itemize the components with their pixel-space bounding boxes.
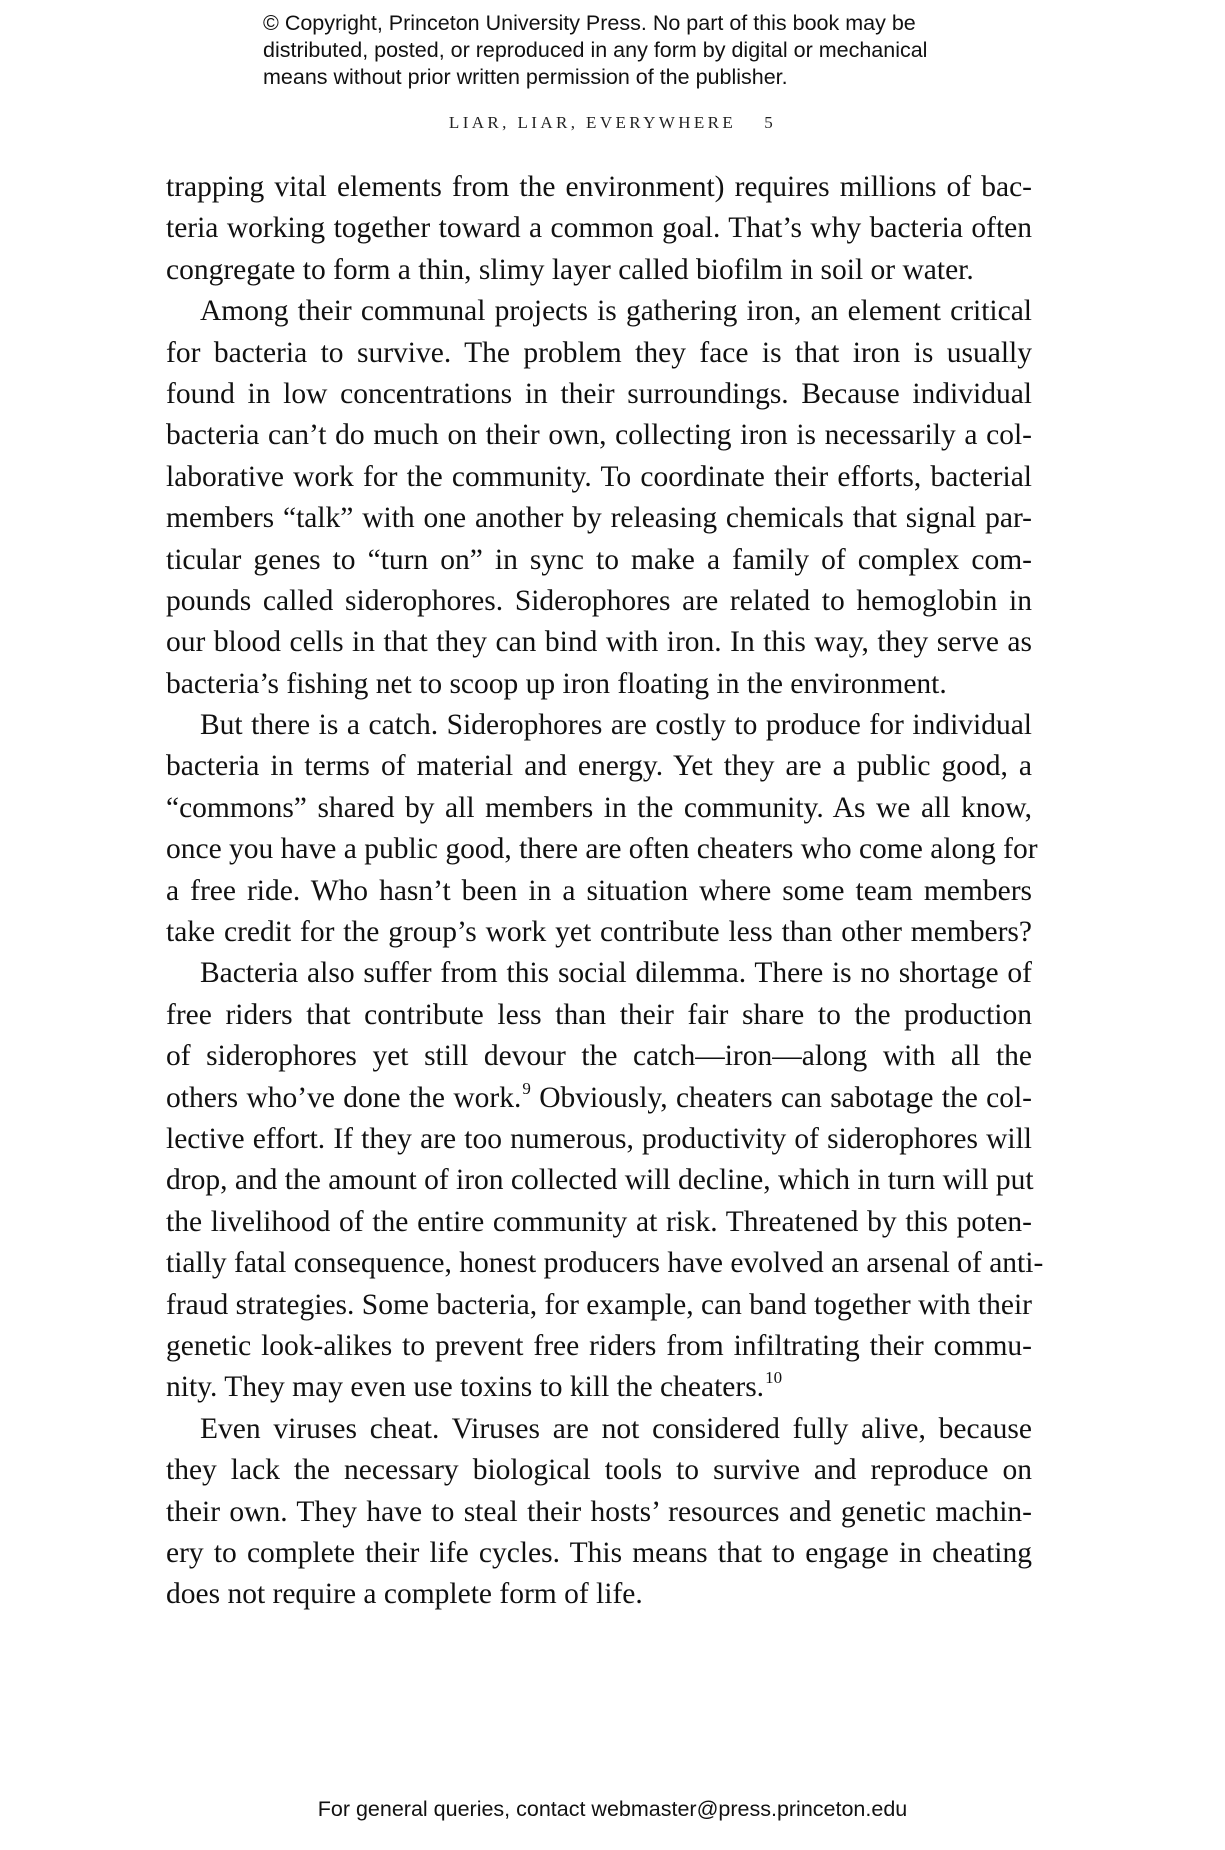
text-line: of siderophores yet still devour the catch—iron—along with all the xyxy=(166,1040,1032,1073)
text-line: bacteria’s fishing net to scoop up iron floating in the environment. xyxy=(166,667,947,700)
text-line: they lack the necessary biological tools to survive and reproduce on xyxy=(166,1454,1032,1487)
text-line: “commons” shared by all members in the community. As we all know, xyxy=(166,791,1032,824)
text-line: ery to complete their life cycles. This means that to engage in cheating xyxy=(166,1536,1032,1569)
text-line: teria working together toward a common goal. That’s why bacteria often xyxy=(166,212,1032,245)
text-line: members “talk” with one another by releasing chemicals that signal par- xyxy=(166,502,1032,535)
text-line: genetic look-alikes to prevent free riders from infiltrating their commu- xyxy=(166,1329,1032,1362)
text-line: lective effort. If they are too numerous, productivity of siderophores will xyxy=(166,1122,1032,1155)
copyright-line: distributed, posted, or reproduced in any form by digital or mechanical xyxy=(263,38,928,62)
text-line: does not require a complete form of life. xyxy=(166,1578,643,1611)
text-line: drop, and the amount of iron collected will decline, which in turn will put xyxy=(166,1164,1034,1197)
note-reference[interactable]: 9 xyxy=(522,1078,531,1098)
text-line: Bacteria also suffer from this social dilemma. There is no shortage of xyxy=(200,957,1032,990)
running-head-title: LIAR, LIAR, EVERYWHERE xyxy=(448,113,737,132)
copyright-line: means without prior written permission of the publisher. xyxy=(263,65,788,89)
text-line: laborative work for the community. To coordinate their efforts, bacterial xyxy=(166,460,1032,493)
body-text xyxy=(166,167,1044,1616)
text-line: bacteria can’t do much on their own, collecting iron is necessarily a col- xyxy=(166,419,1032,452)
text-line: a free ride. Who hasn’t been in a situation where some team members xyxy=(166,874,1032,907)
text-line: tially fatal consequence, honest producers have evolved an arsenal of anti- xyxy=(166,1247,1044,1280)
text-line: fraud strategies. Some bacteria, for example, can band together with their xyxy=(166,1288,1032,1321)
text-line: Even viruses cheat. Viruses are not considered fully alive, because xyxy=(200,1412,1032,1445)
text-line: the livelihood of the entire community at risk. Threatened by this poten- xyxy=(166,1205,1032,1238)
text-line: found in low concentrations in their surroundings. Because individual xyxy=(166,377,1032,410)
text-line: congregate to form a thin, slimy layer called biofilm in soil or water. xyxy=(166,253,974,286)
text-line: take credit for the group’s work yet contribute less than other members? xyxy=(166,916,1032,949)
text-segment: nity. They may even use toxins to kill the cheaters. xyxy=(166,1371,765,1404)
text-line: pounds called siderophores. Siderophores are related to hemoglobin in xyxy=(166,584,1032,617)
text-line: free riders that contribute less than their fair share to the production xyxy=(166,998,1032,1031)
running-head xyxy=(160,113,1065,133)
text-line-with-note xyxy=(166,1078,1032,1119)
text-line-with-note xyxy=(166,1367,1032,1408)
footer-contact: For general queries, contact webmaster@press.princeton.edu xyxy=(317,1797,908,1821)
text-line: But there is a catch. Siderophores are costly to produce for individual xyxy=(200,709,1032,742)
text-segment: Obviously, cheaters can sabotage the col- xyxy=(530,1081,1033,1114)
text-line: bacteria in terms of material and energy. Yet they are a public good, a xyxy=(166,750,1032,783)
text-line: trapping vital elements from the environment) requires millions of bac- xyxy=(166,171,1032,203)
text-line: ticular genes to “turn on” in sync to make a family of complex com- xyxy=(166,543,1032,576)
text-line: our blood cells in that they can bind with iron. In this way, they serve as xyxy=(166,626,1032,659)
text-line: their own. They have to steal their hosts’ resources and genetic machin- xyxy=(166,1495,1032,1528)
copyright-notice xyxy=(263,10,1023,91)
copyright-line: © Copyright, Princeton University Press. No part of this book may be xyxy=(263,11,916,35)
text-segment: others who’ve done the work. xyxy=(166,1081,522,1114)
text-line: Among their communal projects is gathering iron, an element critical xyxy=(200,295,1032,328)
text-line: once you have a public good, there are often cheaters who come along for xyxy=(166,833,1038,866)
note-reference[interactable]: 10 xyxy=(765,1368,783,1388)
text-line: for bacteria to survive. The problem they face is that iron is usually xyxy=(166,336,1032,369)
page-number: 5 xyxy=(764,113,777,132)
